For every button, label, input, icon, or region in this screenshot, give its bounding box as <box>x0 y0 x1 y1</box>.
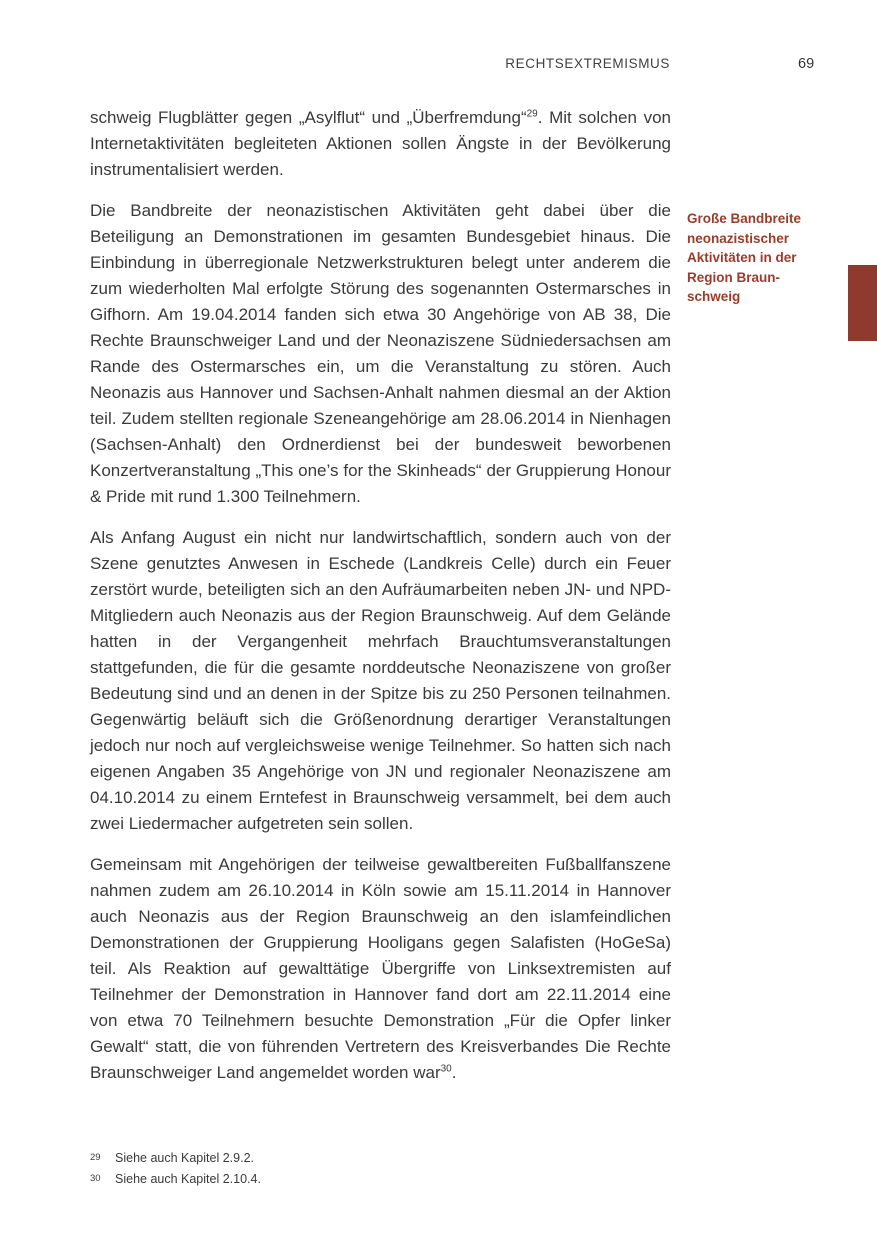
paragraph-3 <box>90 525 671 837</box>
footnotes-section <box>90 1148 671 1190</box>
footnote-reference-30: 30 <box>440 1063 452 1075</box>
paragraph-text: . Mit solchen von Internetaktivitäten begleiteten Aktionen sollen Ängste in der Bevölkerung instrumentalisiert werden. <box>90 108 671 179</box>
paragraph-text: Die Bandbreite der neonazistischen Aktivitäten geht dabei über die Beteiligung an Demonstrationen im gesamten Bundesgebiet hinaus. Die Einbindung in überregionale Netzwerkstrukturen belegt unter anderem die zum wiederholten Mal erfolgte Störung des sogenannten Ostermarsches in Gifhorn. Am 19.04.2014 fanden sich etwa 30 Angehörige von AB 38, Die Rechte Braunschweiger Land und der Neonaziszene Südniedersachsen am Rande des Ostermarsches ein, um die Veranstaltung zu stören. Auch Neonazis aus Hannover und Sachsen-Anhalt nahmen diesmal an der Aktion teil. Zudem stellten regionale Szeneangehörige am 28.06.2014 in Nienhagen (Sachsen-Anhalt) den Ordnerdienst bei der bundesweit beworbenen Konzertveranstaltung „This one’s for the Skinheads“ der Gruppierung Honour & Pride mit rund 1.300 Teilnehmern. <box>90 201 671 506</box>
footnote-29 <box>90 1148 671 1169</box>
page-number: 69 <box>798 56 815 72</box>
footnote-text: Siehe auch Kapitel 2.9.2. <box>115 1151 254 1165</box>
paragraph-4 <box>90 852 671 1086</box>
paragraph-text: . <box>451 1063 457 1082</box>
footnote-text: Siehe auch Kapitel 2.10.4. <box>115 1172 261 1186</box>
running-title: RECHTSEXTREMISMUS <box>505 56 670 71</box>
footnote-30 <box>90 1169 671 1190</box>
paragraph-1 <box>90 105 671 183</box>
paragraph-text: schweig Flugblätter gegen „Asylflut“ und „Überfremdung“ <box>90 108 527 127</box>
chapter-edge-tab <box>848 265 877 341</box>
paragraph-2 <box>90 198 671 510</box>
margin-note: Große Bandbreite neonazistischer Aktivitäten in der Region Braunschweig <box>687 211 802 304</box>
body-text-column <box>90 105 671 1101</box>
paragraph-text: Gemeinsam mit Angehörigen der teilweise gewaltbereiten Fußballfanszene nahmen zudem am 26.10.2014 in Köln sowie am 15.11.2014 in Hannover auch Neonazis aus der Region Braunschweig an den islamfeindlichen Demonstrationen der Gruppierung Hooligans gegen Salafisten (HoGeSa) teil. Als Reaktion auf gewalttätige Übergriffe von Linksextremisten auf Teilnehmer der Demonstration in Hannover fand dort am 22.11.2014 eine von etwa 70 Teilnehmern besuchte Demonstration „Für die Opfer linker Gewalt“ statt, die von führenden Vertretern des Kreisverbandes Die Rechte Braunschweiger Land angemeldet worden war <box>90 855 671 1082</box>
paragraph-text: Als Anfang August ein nicht nur landwirtschaftlich, sondern auch von der Szene genutztes Anwesen in Eschede (Landkreis Celle) durch ein Feuer zerstört wurde, beteiligten sich an den Aufräumarbeiten neben JN- und NPD-Mitgliedern auch Neonazis aus der Region Braunschweig. Auf dem Gelände hatten in der Vergangenheit mehrfach Brauchtumsveranstaltungen stattgefunden, die für die gesamte norddeutsche Neonaziszene von großer Bedeutung sind und an denen in der Spitze bis zu 250 Personen teilnahmen. Gegenwärtig beläuft sich die Größenordnung derartiger Veranstaltungen jedoch nur noch auf vergleichsweise wenige Teilnehmer. So hatten sich nach eigenen Angaben 35 Angehörige von JN und regionaler Neonaziszene am 04.10.2014 zu einem Erntefest in Braunschweig versammelt, bei dem auch zwei Liedermacher aufgetreten sein sollen. <box>90 528 671 833</box>
page-header <box>0 56 877 76</box>
footnote-marker: 29 <box>90 1152 101 1163</box>
footnote-marker: 30 <box>90 1173 101 1184</box>
footnote-reference-29: 29 <box>526 108 538 120</box>
